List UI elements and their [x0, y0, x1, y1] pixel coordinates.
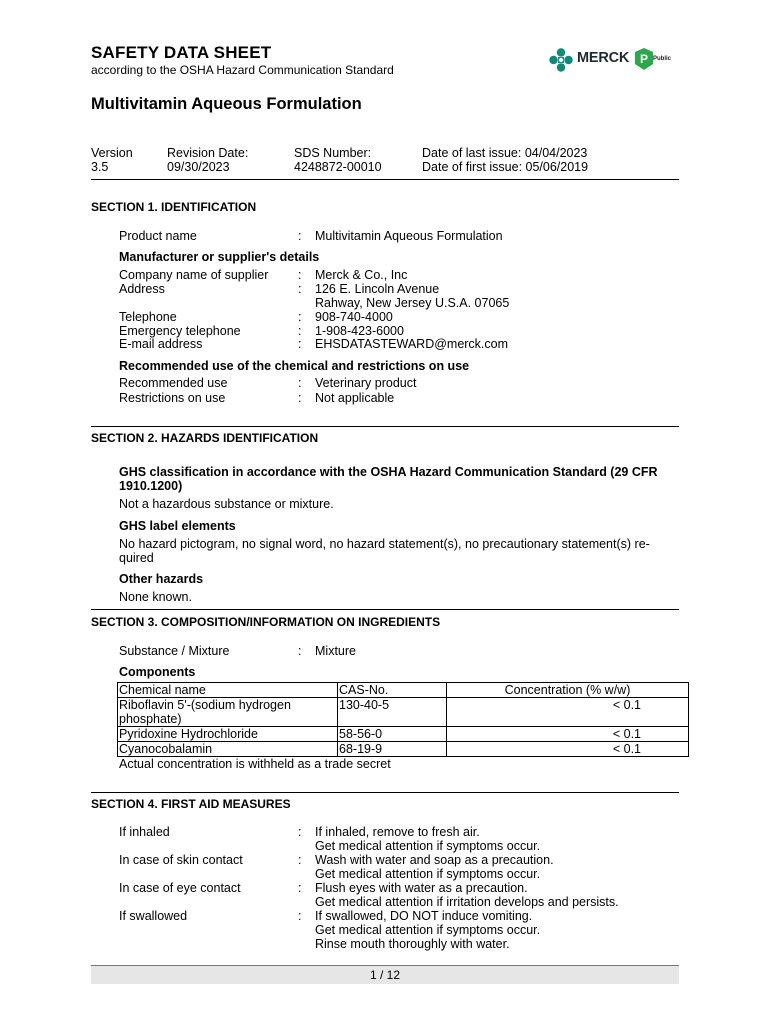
last-issue-date: Date of last issue: 04/04/2023: [422, 146, 588, 160]
document-title: SAFETY DATA SHEET: [91, 43, 272, 62]
colon: :: [298, 324, 302, 338]
chemical-name-cell: Pyridoxine Hydrochloride: [118, 727, 338, 742]
ghs-label-heading: GHS label elements: [119, 519, 236, 533]
table-header-cell: CAS-No.: [338, 683, 447, 698]
table-header-cell: Chemical name: [118, 683, 338, 698]
ghs-heading-line1: GHS classification in accordance with the OSHA Hazard Communication Standard (29 CFR: [119, 465, 658, 479]
substance-value: Mixture: [315, 644, 356, 658]
public-label: Public: [653, 56, 672, 62]
cas-number-cell: 68-19-9: [338, 742, 447, 757]
concentration-cell: < 0.1: [447, 742, 689, 757]
concentration-cell: < 0.1: [447, 698, 689, 727]
if-swallowed-line1: If swallowed, DO NOT induce vomiting.: [315, 909, 533, 923]
chemical-name-cell: [118, 698, 338, 727]
email-label: E-mail address: [119, 337, 203, 351]
other-hazards-heading: Other hazards: [119, 572, 204, 586]
eye-contact-line2: Get medical attention if irritation develops and persists.: [315, 895, 619, 909]
chemical-name-continued: phosphate): [119, 712, 182, 726]
emergency-telephone-value: 1-908-423-6000: [315, 324, 404, 338]
cas-number-cell: 58-56-0: [338, 727, 447, 742]
colon: :: [298, 825, 302, 839]
divider: [91, 179, 679, 180]
telephone-label: Telephone: [119, 310, 177, 324]
table-header-row: [118, 683, 689, 698]
eye-contact-line1: Flush eyes with water as a precaution.: [315, 881, 528, 895]
recommended-use-heading: Recommended use of the chemical and restrictions on use: [119, 359, 470, 373]
divider: [91, 609, 679, 610]
address-label: Address: [119, 282, 165, 296]
section1-title: SECTION 1. IDENTIFICATION: [91, 200, 257, 214]
other-hazards-text: None known.: [119, 590, 192, 604]
table-row: [118, 727, 689, 742]
cas-number-cell: 130-40-5: [338, 698, 447, 727]
merck-emblem-icon: [549, 48, 573, 72]
version-label: Version: [91, 146, 133, 160]
public-badge-letter: P: [639, 52, 649, 66]
section4-title: SECTION 4. FIRST AID MEASURES: [91, 797, 291, 811]
telephone-value: 908-740-4000: [315, 310, 393, 324]
eye-contact-label: In case of eye contact: [119, 881, 241, 895]
table-row: [118, 742, 689, 757]
table-row: [118, 698, 689, 727]
ghs-label-text: [119, 537, 679, 565]
colon: :: [298, 853, 302, 867]
divider: [91, 792, 679, 793]
address-line2: Rahway, New Jersey U.S.A. 07065: [315, 296, 510, 310]
if-swallowed-label: If swallowed: [119, 909, 188, 923]
ghs-label-line1: No hazard pictogram, no signal word, no hazard statement(s), no precautionary statement(s) re-: [119, 537, 650, 551]
revision-date-label: Revision Date:: [167, 146, 249, 160]
colon: :: [298, 881, 302, 895]
merck-logo: [549, 46, 679, 74]
address-line1: 126 E. Lincoln Avenue: [315, 282, 440, 296]
skin-contact-line2: Get medical attention if symptoms occur.: [315, 867, 541, 881]
page-number: 1 / 12: [369, 968, 401, 982]
merck-logo-text: MERCK: [577, 50, 630, 66]
recommended-use-label: Recommended use: [119, 376, 228, 390]
if-inhaled-line1: If inhaled, remove to fresh air.: [315, 825, 480, 839]
ghs-heading-line2: 1910.1200): [119, 479, 183, 493]
product-name-value: Multivitamin Aqueous Formulation: [315, 229, 503, 243]
components-heading: Components: [119, 665, 196, 679]
email-value: EHSDATASTEWARD@merck.com: [315, 337, 509, 351]
first-issue-date: Date of first issue: 05/06/2019: [422, 160, 589, 174]
if-swallowed-line3: Rinse mouth thoroughly with water.: [315, 937, 510, 951]
ghs-label-line2: quired: [119, 551, 154, 565]
colon: :: [298, 229, 302, 243]
recommended-use-value: Veterinary product: [315, 376, 417, 390]
colon: :: [298, 391, 302, 405]
colon: :: [298, 376, 302, 390]
section3-title: SECTION 3. COMPOSITION/INFORMATION ON INGREDIENTS: [91, 615, 441, 629]
substance-label: Substance / Mixture: [119, 644, 230, 658]
emergency-telephone-label: Emergency telephone: [119, 324, 241, 338]
colon: :: [298, 909, 302, 923]
public-badge-icon: [635, 48, 653, 70]
product-title: Multivitamin Aqueous Formulation: [91, 95, 362, 113]
chemical-name: Riboflavin 5'-(sodium hydrogen: [119, 698, 291, 712]
ghs-classification-text: Not a hazardous substance or mixture.: [119, 497, 334, 511]
concentration-cell: < 0.1: [447, 727, 689, 742]
skin-contact-line1: Wash with water and soap as a precaution.: [315, 853, 554, 867]
components-table: [117, 682, 689, 757]
colon: :: [298, 282, 302, 296]
document-subtitle: according to the OSHA Hazard Communication Standard: [91, 63, 394, 77]
if-swallowed-line2: Get medical attention if symptoms occur.: [315, 923, 541, 937]
colon: :: [298, 644, 302, 658]
if-inhaled-line2: Get medical attention if symptoms occur.: [315, 839, 541, 853]
manufacturer-heading: Manufacturer or supplier's details: [119, 250, 320, 264]
sds-number-label: SDS Number:: [294, 146, 372, 160]
sds-number-value: 4248872-00010: [294, 160, 382, 174]
chemical-name-cell: Cyanocobalamin: [118, 742, 338, 757]
company-value: Merck & Co., Inc: [315, 268, 408, 282]
colon: :: [298, 268, 302, 282]
version-value: 3.5: [91, 160, 109, 174]
revision-date-value: 09/30/2023: [167, 160, 230, 174]
ghs-classification-heading: [119, 465, 679, 493]
section2-title: SECTION 2. HAZARDS IDENTIFICATION: [91, 431, 319, 445]
product-name-label: Product name: [119, 229, 197, 243]
restrictions-label: Restrictions on use: [119, 391, 226, 405]
skin-contact-label: In case of skin contact: [119, 853, 243, 867]
colon: :: [298, 310, 302, 324]
company-label: Company name of supplier: [119, 268, 269, 282]
page-footer: [91, 965, 679, 984]
restrictions-value: Not applicable: [315, 391, 395, 405]
concentration-footnote: Actual concentration is withheld as a trade secret: [119, 757, 391, 771]
if-inhaled-label: If inhaled: [119, 825, 170, 839]
colon: :: [298, 337, 302, 351]
table-header-cell: Concentration (% w/w): [447, 683, 689, 698]
divider: [91, 426, 679, 427]
